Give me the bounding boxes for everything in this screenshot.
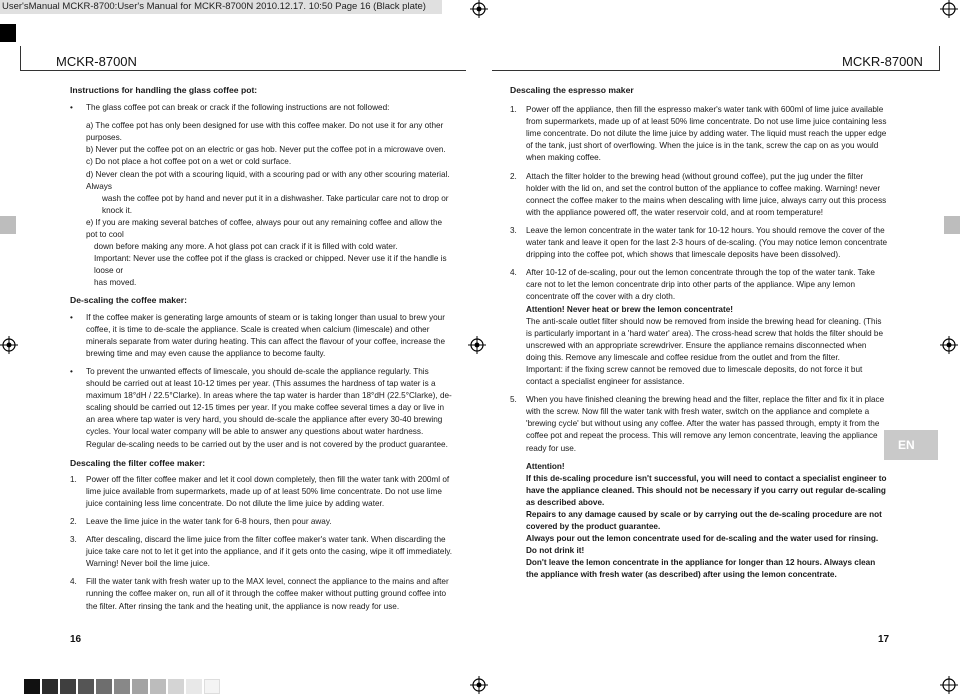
step-text: Power off the appliance, then fill the espresso maker's water tank with 600ml of lime juice available from supermarkets, made up of at least 50% lime concentrate. Do not use lime juice containing less lime concentrate. Do not dilute the lime juice by adding water. The liquid must reach the upper edge of the tank, just short of overflowing. When the juice is in the tank, screw the cap on as you would when making coffee.: [526, 105, 887, 163]
numbered-step: 2. Attach the filter holder to the brewing head (without ground coffee), put the jug under the filter holder with the lid on, and set the control button of the appliance to coffee making. Warning! never connect the coffee maker to the mains when descaling with lime juice, always carry out this process with the appliance powered off, the water reservoir cold, and at room temperature!: [510, 171, 887, 217]
section-heading: Descaling the espresso maker: [510, 85, 634, 95]
bullet-item: • To prevent the unwanted effects of limescale, you should de-scale the appliance regularly. This should be carried out at least 10-12 times per year. (This assumes the hardness of tap water is a maximum 18°dH / 22.5°Clarke). In areas where the tap water is harder than 18°dH (22.5°Clarke), de-scaling should be carried out 12-15 times per year. If you make coffee several times a day or live in an area where tap water is very hard, you should de-scale the appliance after every 30-40 brewing cycles. Your local water company will be able to answer any questions about water hardness. Regular de-scaling needs to be carried out by the user and is not covered by the product guarantee.: [70, 366, 452, 449]
step-text: Leave the lime juice in the water tank for 6-8 hours, then pour away.: [86, 517, 332, 526]
list-item-continued: down before making any more. A hot glass pot can crack if it is filled with cold water.: [94, 242, 398, 252]
numbered-step: 3. Leave the lemon concentrate in the water tank for 10-12 hours. You should remove the cover of the water tank and leave it open for the last 2-3 hours of de-scaling. (You may notice lemon concentrate dripping into the coffee pot, which shows that limescale deposits have been dissolved).: [510, 225, 888, 260]
registration-mark-icon: [470, 0, 488, 18]
color-bar-swatch: [204, 679, 220, 694]
step-text-continued: The anti-scale outlet filter should now be removed from inside the brewing head for cleaning. (This is particularly important in a 'hard water' area). The cross-head screw that holds the filter should be unscrewed with an appropriate screwdriver. Ensure the appliance remains disconnected when doing this. Remove any limescale and coffee residue from the outlet and from the filter.: [526, 316, 884, 362]
model-header-right: MCKR-8700N: [842, 54, 923, 69]
color-bar-swatch: [60, 679, 76, 694]
registration-mark-icon: [0, 336, 18, 354]
important-note: Important: if the fixing screw cannot be removed due to limescale deposits, do not force it but contact a specialist engineer for assistance.: [526, 364, 863, 387]
list-item: e) If you are making several batches of coffee, always pour out any remaining coffee and allow the pot to cool: [86, 217, 443, 240]
list-item: b) Never put the coffee pot on an electric or gas hob. Never put the coffee pot in a microwave oven.: [86, 145, 446, 155]
registration-mark-icon: [940, 676, 958, 694]
page-number-left: 16: [70, 634, 82, 645]
attention-note: Attention! Never heat or brew the lemon concentrate!: [526, 304, 733, 314]
numbered-step: 4. After 10-12 of de-scaling, pour out the lemon concentrate through the top of the water tank. Take care not to let the lemon concentrate drip into other parts of the appliance. Wipe any lemon concentrate off the cover with a dry cloth.: [510, 268, 875, 302]
numbered-step: 4. Fill the water tank with fresh water up to the MAX level, connect the appliance to the mains and after running the coffee maker on, run all of it through the coffee maker without putting ground coffee into the filter. After rinsing the tank and the heating unit, the appliance is now ready for use.: [70, 577, 449, 611]
color-bar-swatch: [186, 679, 202, 694]
section-heading: De-scaling the coffee maker:: [70, 294, 188, 305]
list-item: a) The coffee pot has only been designed for use with this coffee maker. Do not use it for any other purposes.: [86, 121, 444, 143]
step-text: When you have finished cleaning the brewing head and the filter, replace the filter and fix it in place with the screw. Now fill the water tank with fresh water, switch on the appliance and complete a 'brewing cycle' but without using any coffee. After the water has passed through, empty it from the coffee pot and repeat the process. This will remove any lemon concentrate, leaving the appliance ready for use.: [526, 395, 885, 453]
step-text: Fill the water tank with fresh water up to the MAX level, connect the appliance to the mains and after running the coffee maker on, run all of it through the coffee maker without putting ground coffee into the filter. After rinsing the tank and the heating unit, the appliance is now ready for use.: [86, 577, 449, 611]
color-bar-swatch: [114, 679, 130, 694]
important-note-continued: has moved.: [94, 278, 137, 288]
step-text: Attach the filter holder to the brewing head (without ground coffee), put the jug under the filter holder with the lid on, and set the control button of the appliance to coffee making. Warning! never connect the coffee maker to the mains when descaling with lime juice, always carry out this process with the appliance powered off, the water reservoir cold, and at room temperature!: [526, 171, 887, 217]
color-bar-swatch: [150, 679, 166, 694]
numbered-step: 1. Power off the filter coffee maker and let it cool down completely, then fill the water tank with 200ml of lime juice available from supermarkets, made up of at least 50% lime concentrate. Do not use lime juice containing less lime concentrate. Do not dilute the lime juice by adding water.: [70, 474, 450, 508]
registration-mark-icon: [940, 0, 958, 18]
crop-mark-gray-square: [0, 216, 16, 234]
page-number-right: 17: [878, 634, 890, 645]
color-bar-swatch: [168, 679, 184, 694]
step-text: After descaling, discard the lime juice from the filter coffee maker's water tank. When discarding the juice take care not to let it get into the appliance, and if it gets onto the casing, wipe it off immediately. Warning! Never boil the lime juice.: [86, 535, 453, 569]
warning-text: Always pour out the lemon concentrate used for de-scaling and the water used for rinsing. Do not drink it!: [526, 534, 879, 556]
numbered-step: 1. Power off the appliance, then fill the espresso maker's water tank with 600ml of lime juice available from supermarkets, made up of at least 50% lime concentrate. Do not use lime juice containing less lime concentrate. Do not dilute the lime juice by adding water. The liquid must reach the upper edge of the tank, just short of overflowing. When the juice is in the tank, screw the cap on as you would when making coffee.: [510, 105, 887, 163]
list-item-continued: wash the coffee pot by hand and never put it in a dishwasher. Take particular care not to drop or knock it.: [102, 193, 449, 215]
crop-mark-gray-square-right: [944, 216, 960, 234]
model-header-left: MCKR-8700N: [56, 54, 137, 69]
warning-text: Repairs to any damage caused by scale or by carrying out the de-scaling procedure are not covered by the product guarantee.: [526, 510, 882, 532]
color-bar-swatch: [24, 679, 40, 694]
step-text: Power off the filter coffee maker and let it cool down completely, then fill the water tank with 200ml of lime juice available from supermarkets, made up of at least 50% lime concentrate. Do not use lime juice containing less lime concentrate. Do not dilute the lime juice by adding water.: [86, 474, 450, 508]
bullet-text: To prevent the unwanted effects of limescale, you should de-scale the appliance regularly. This should be carried out at least 10-12 times per year. (This assumes the hardness of tap water is a maximum 18°dH / 22.5°Clarke). In areas where the tap water is harder than 18°dH (22.5°Clarke), de-scaling should be carried out 12-15 times per year. If you make coffee several times a day or live in an area where tap water is very hard, you should de-scale the appliance after every 30-40 brewing cycles. Your local water company will be able to answer any questions about water hardness. Regular de-scaling needs to be carried out by the user and is not covered by the product guarantee.: [86, 366, 452, 449]
right-column: [510, 82, 888, 582]
registration-mark-icon: [468, 336, 486, 354]
numbered-step: 3. After descaling, discard the lime juice from the filter coffee maker's water tank. When discarding the juice take care not to let it get into the appliance, and if it gets onto the casing, wipe it off immediately. Warning! Never boil the lime juice.: [70, 535, 453, 569]
attention-heading: Attention!: [526, 461, 565, 471]
list-item: d) Never clean the pot with a scouring liquid, with a scouring pad or with any other scouring material. Always: [86, 169, 450, 191]
print-slug-line: User'sManual MCKR-8700:User's Manual for MCKR-8700N 2010.12.17. 10:50 Page 16 (Black plate): [0, 0, 442, 14]
header-tick-left: [20, 46, 21, 71]
bullet-item: • The glass coffee pot can break or crack if the following instructions are not followed:: [70, 103, 390, 113]
section-heading: Instructions for handling the glass coffee pot:: [70, 85, 258, 95]
crop-mark-black-square: [0, 24, 16, 42]
numbered-step: 2. Leave the lime juice in the water tank for 6-8 hours, then pour away.: [70, 517, 332, 526]
warning-text: Don't leave the lemon concentrate in the appliance for longer than 12 hours. Always clean the appliance with fresh water (as described) after using the lemon concentrate.: [526, 558, 876, 580]
list-item: c) Do not place a hot coffee pot on a wet or cold surface.: [86, 157, 292, 167]
left-column: [70, 82, 454, 613]
color-bar-swatch: [96, 679, 112, 694]
section-heading: Descaling the filter coffee maker:: [70, 457, 206, 468]
language-tab: EN: [884, 430, 938, 460]
header-rule-left: [20, 70, 466, 71]
step-text: Leave the lemon concentrate in the water tank for 10-12 hours. You should remove the cover of the water tank and leave it open for the last 2-3 hours of de-scaling. (You may notice lemon concentrate dripping into the coffee pot, which shows that limescale deposits have been dissolved).: [526, 225, 888, 260]
important-note: Important: Never use the coffee pot if the glass is cracked or chipped. Never use it if the handle is loose or: [94, 254, 447, 276]
bullet-item: • If the coffee maker is generating large amounts of steam or is taking longer than usual to brew your coffee, it is time to de-scale the appliance. Scale is created when calcium (limescale) and other minerals separate from water during heating. This can affect the flavour of your coffee, increase the brewing time and may even cause the appliance to become faulty.: [70, 312, 446, 358]
color-bar-swatch: [78, 679, 94, 694]
registration-mark-icon: [940, 336, 958, 354]
header-rule-right: [492, 70, 940, 71]
bullet-text: The glass coffee pot can break or crack if the following instructions are not followed:: [86, 103, 390, 113]
step-text: After 10-12 of de-scaling, pour out the lemon concentrate through the top of the water tank. Take care not to let the lemon concentrate drip into other parts of the appliance. Wipe any lemon concentrate off the cover with a dry cloth.: [526, 268, 875, 302]
warning-text: If this de-scaling procedure isn't successful, you will need to contact a specialist engineer to have the appliance cleaned. This should not be necessary if you carry out regular de-scaling as described above.: [526, 473, 887, 507]
color-bar-swatch: [132, 679, 148, 694]
registration-mark-icon: [470, 676, 488, 694]
color-bar-swatch: [42, 679, 58, 694]
numbered-step: 5. When you have finished cleaning the brewing head and the filter, replace the filter and fix it in place with the screw. Now fill the water tank with fresh water, switch on the appliance and complete a 'brewing cycle' but without using any coffee. After the water has passed through, empty it from the coffee pot and repeat the process. This will remove any lemon concentrate, leaving the appliance ready for use.: [510, 395, 885, 453]
bullet-text: If the coffee maker is generating large amounts of steam or is taking longer than usual to brew your coffee, it is time to de-scale the appliance. Scale is created when calcium (limescale) and other minerals separate from water during heating. This can affect the flavour of your coffee, increase the brewing time and may even cause the appliance to become faulty.: [86, 312, 446, 358]
header-tick-right: [939, 46, 940, 71]
